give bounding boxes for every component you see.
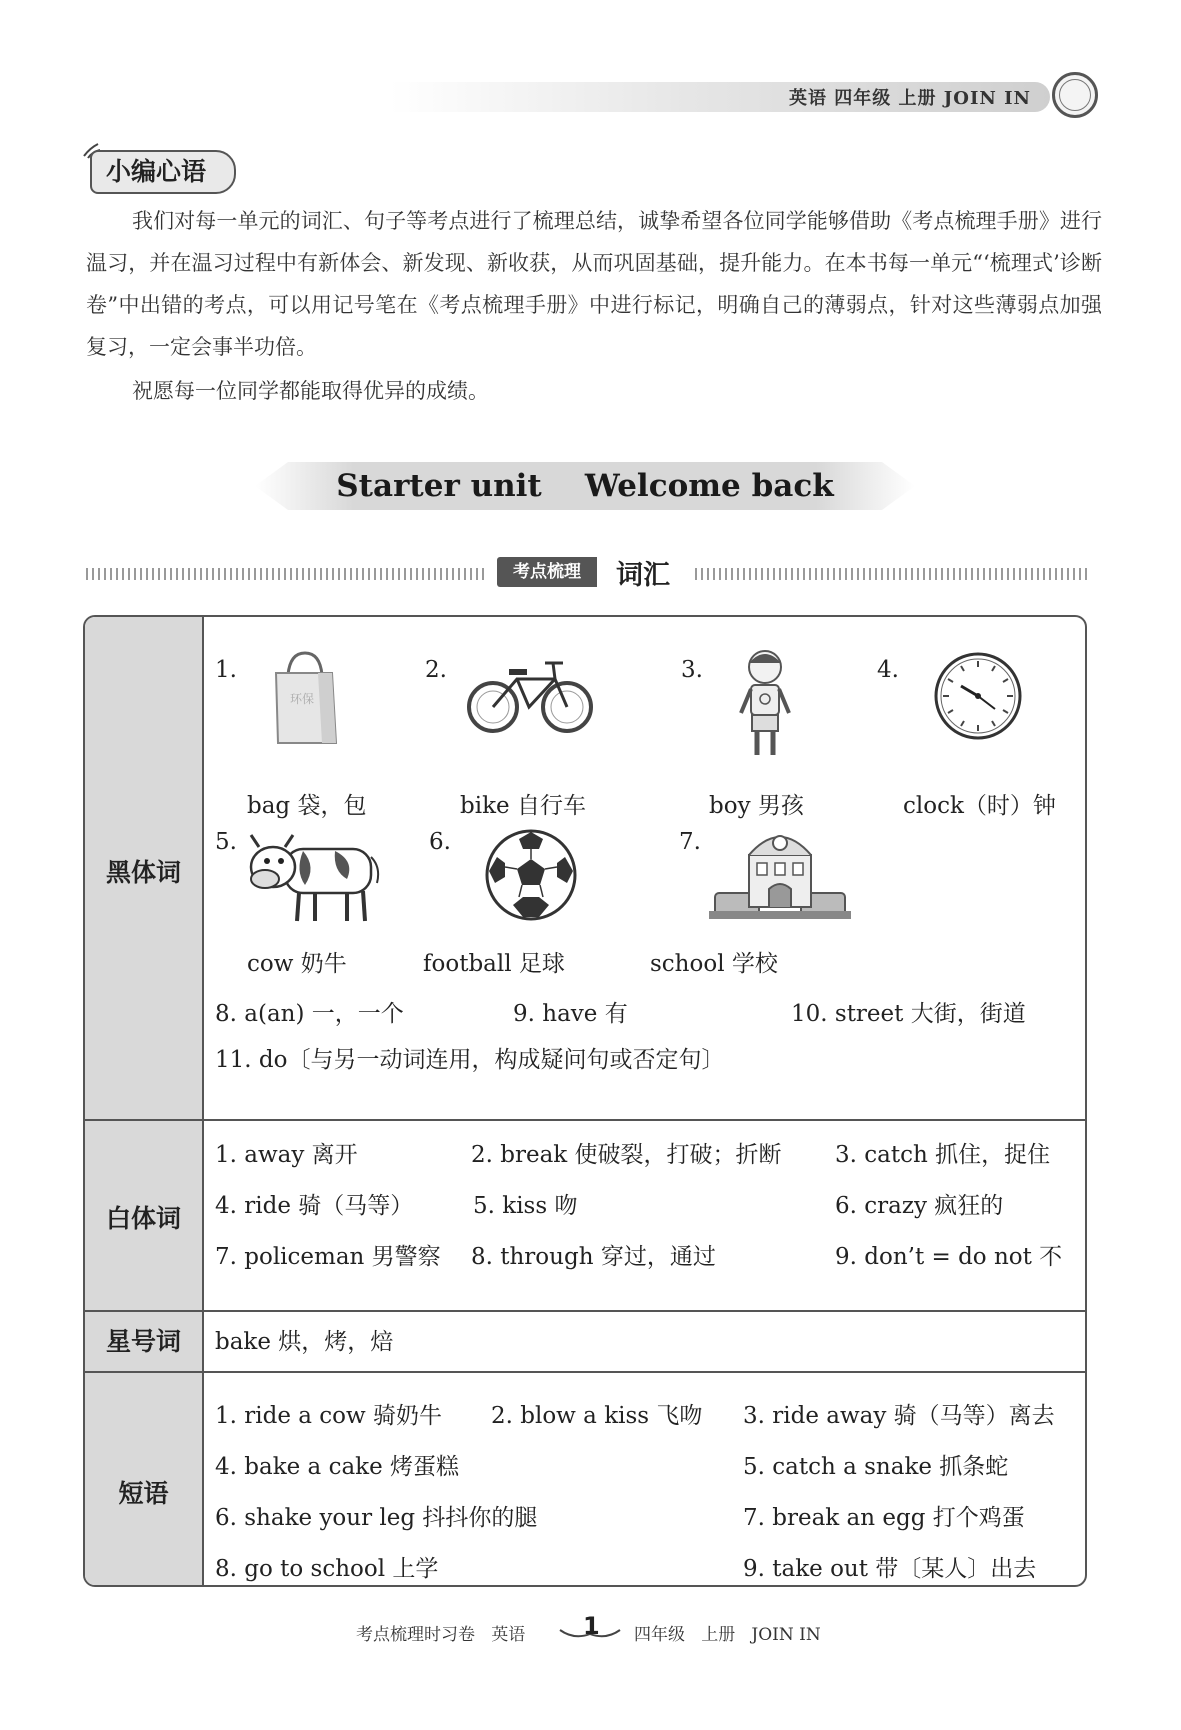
vocabulary-table	[83, 615, 1087, 1587]
unit-title: Starter unit Welcome back	[336, 468, 834, 504]
phrase-item: 5. catch a snake 抓条蛇	[743, 1454, 1009, 1480]
picture-item-label: boy 男孩	[709, 793, 804, 819]
picture-item-label: clock（时）钟	[903, 793, 1056, 819]
phrase-item: 1. ride a cow 骑奶牛	[215, 1403, 443, 1429]
section-divider-right	[695, 568, 1090, 580]
row-divider	[85, 1119, 1085, 1121]
school-building-icon	[705, 823, 855, 927]
publisher-seal-icon	[1052, 72, 1098, 118]
shopping-bag-icon	[270, 651, 340, 747]
editor-note-paragraph: 我们对每一单元的词汇、句子等考点进行了梳理总结，诚挚希望各位同学能够借助《考点梳理手册》进行温习，并在温习过程中有新体会、新发现、新收获，从而巩固基础，提升能力。在本书每一单元“‘梳理式’诊断卷”中出错的考点，可以用记号笔在《考点梳理手册》中进行标记，明确自己的薄弱点，针对这些薄弱点加强复习，一定会事半功倍。	[86, 209, 1102, 359]
phrase-item: 7. break an egg 打个鸡蛋	[743, 1505, 1025, 1531]
vocab-item: 8. a(an) 一，一个	[215, 1001, 404, 1027]
label-column	[85, 617, 204, 1585]
item-number: 2.	[425, 657, 447, 683]
picture-item-label: bag 袋，包	[247, 793, 367, 819]
boy-icon	[735, 647, 795, 767]
page-number: 1	[583, 1612, 600, 1640]
editor-note-tag: 小编心语	[90, 150, 236, 194]
row-label-bold-words: 黑体词	[105, 858, 181, 887]
picture-item-label: school 学校	[650, 951, 778, 977]
section-name: 词汇	[616, 560, 670, 591]
picture-item-label: cow 奶牛	[247, 951, 347, 977]
phrase-item: 9. take out 带〔某人〕出去	[743, 1556, 1037, 1582]
vocab-item: 11. do〔与另一动词连用，构成疑问句或否定句〕	[215, 1047, 725, 1073]
picture-item-label: bike 自行车	[460, 793, 586, 819]
item-number: 4.	[877, 657, 899, 683]
vocab-item: 2. break 使破裂，打破；折断	[471, 1142, 782, 1168]
phrase-item: 6. shake your leg 抖抖你的腿	[215, 1505, 538, 1531]
vocab-item: 8. through 穿过，通过	[471, 1244, 716, 1270]
phrase-item: 8. go to school 上学	[215, 1556, 439, 1582]
item-number: 7.	[679, 829, 701, 855]
vocab-item: 7. policeman 男警察	[215, 1244, 441, 1270]
row-label-star-words: 星号词	[105, 1327, 181, 1356]
row-label-plain-words: 白体词	[105, 1204, 181, 1233]
vocab-item: 9. have 有	[513, 1001, 628, 1027]
phrase-item: 3. ride away 骑（马等）离去	[743, 1403, 1055, 1429]
item-number: 3.	[681, 657, 703, 683]
item-number: 6.	[429, 829, 451, 855]
phrase-item: 4. bake a cake 烤蛋糕	[215, 1454, 460, 1480]
vocab-item: 3. catch 抓住，捉住	[835, 1142, 1051, 1168]
footer-left: 考点梳理时习卷 英语	[356, 1625, 526, 1645]
clock-icon	[933, 651, 1023, 741]
vocab-item: 6. crazy 疯狂的	[835, 1193, 1004, 1219]
footer-right: 四年级 上册 JOIN IN	[634, 1625, 821, 1645]
svg-text:环保: 环保	[290, 692, 315, 706]
bicycle-icon	[465, 655, 595, 735]
section-tag: 考点梳理	[497, 557, 597, 587]
vocab-item: 4. ride 骑（马等）	[215, 1193, 414, 1219]
vocab-item: 1. away 离开	[215, 1142, 358, 1168]
cow-icon	[243, 827, 383, 927]
item-number: 1.	[215, 657, 237, 683]
phrase-item: 2. blow a kiss 飞吻	[491, 1403, 703, 1429]
header-text: 英语 四年级 上册 JOIN IN	[788, 88, 1031, 109]
row-divider	[85, 1371, 1085, 1373]
row-divider	[85, 1310, 1085, 1312]
row-label-phrases: 短语	[118, 1479, 169, 1508]
vocab-item: bake 烘，烤，焙	[215, 1329, 394, 1355]
vocab-item: 9. don’t = do not 不	[835, 1244, 1063, 1270]
section-divider-left	[86, 568, 486, 580]
picture-item-label: football 足球	[423, 951, 565, 977]
football-icon	[483, 827, 579, 923]
vocab-item: 10. street 大街，街道	[791, 1001, 1026, 1027]
vocab-item: 5. kiss 吻	[473, 1193, 578, 1219]
editor-note-closing: 祝愿每一位同学都能取得优异的成绩。	[132, 379, 489, 403]
item-number: 5.	[215, 829, 237, 855]
